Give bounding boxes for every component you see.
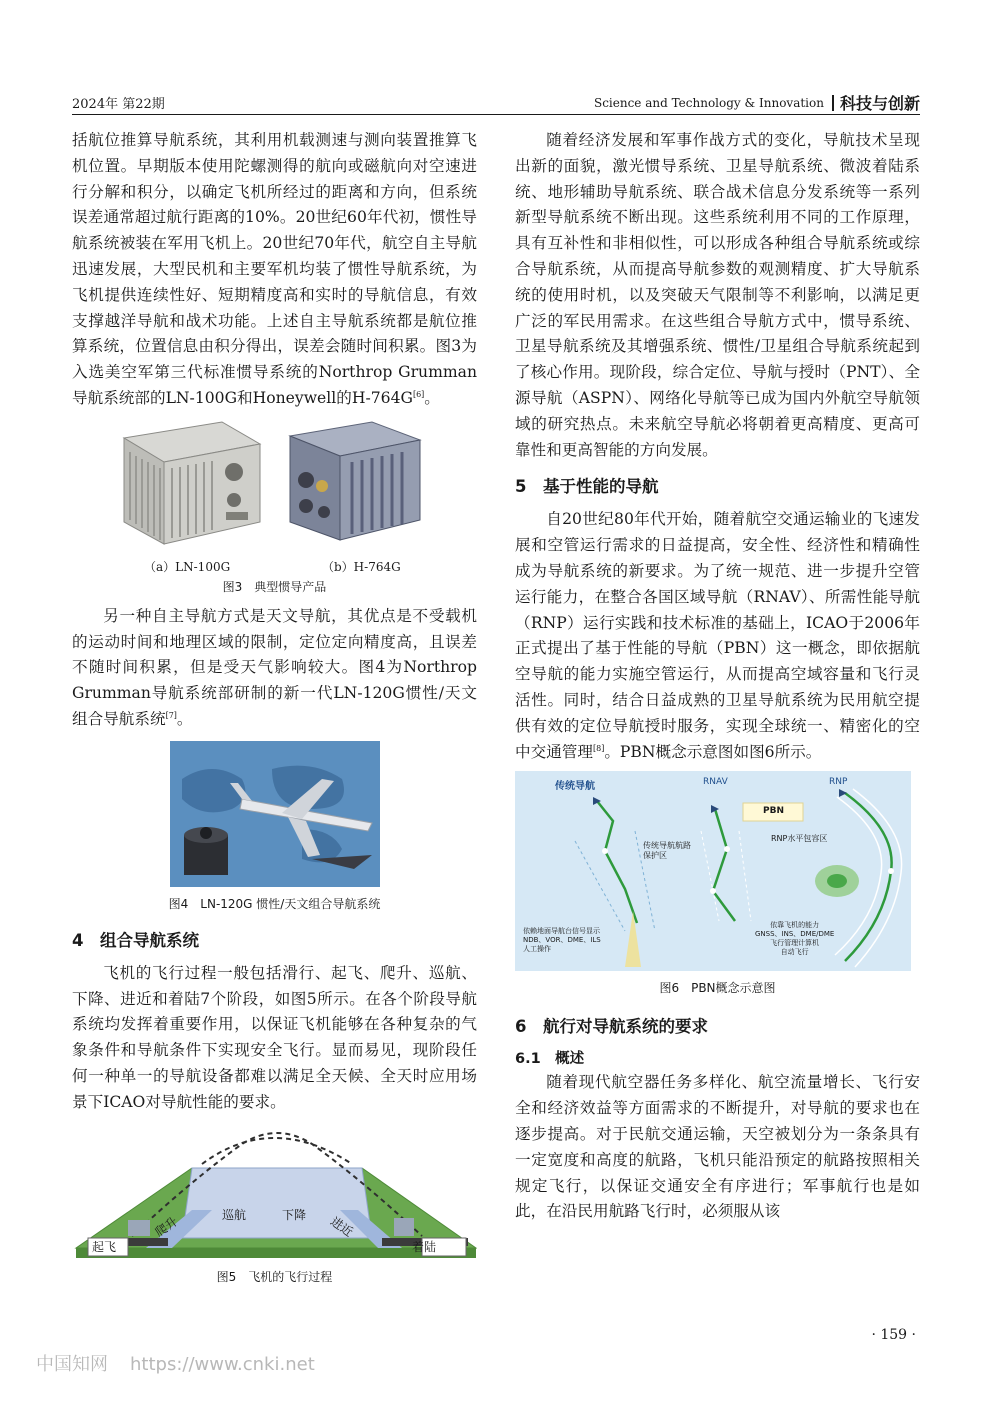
fig6-protect-zone-label: 传统导航航路 保护区 (643, 841, 691, 861)
phase-landing-label: 着陆 (412, 1239, 437, 1254)
fig6-rnav-label: RNAV (703, 777, 728, 788)
citation-8: [8] (592, 743, 605, 753)
watermark-url: https://www.cnki.net (130, 1354, 315, 1375)
figure-3a-label: （a）LN-100G (144, 559, 231, 574)
citation-6: [6] (412, 389, 425, 399)
journal-header (594, 91, 920, 114)
phase-approach-label: 进近 (327, 1213, 356, 1240)
figure-4 (72, 739, 477, 919)
watermark-brand: 中国知网 (36, 1354, 108, 1375)
section-6-heading: 6 航行对导航系统的要求 (515, 1017, 708, 1037)
figure-3 (72, 416, 477, 598)
left-column (72, 128, 477, 1292)
fig6-rnp-zone-label: RNP水平包容区 (771, 834, 828, 844)
phase-takeoff-label: 起飞 (92, 1239, 117, 1254)
ln-100g-image (124, 422, 260, 544)
ln-120g-device (184, 827, 228, 875)
issue-label: 2024年 第22期 (72, 97, 165, 112)
right-paragraph-3: 随着现代航空器任务多样化、航空流量增长、飞行安全和经济效益等方面需求的不断提升，对导航的要求也在逐步提高。对于民航交通运输，天空被划分为一条条具有一定宽度和高度的航路，飞机只能沿预定的航路按照相关规定飞行，以保证交通安全有序进行；军事航行也是如此，在沿民用航路飞行时，必须服从该 (515, 1073, 920, 1221)
figure-3-caption: 图3 典型惯导产品 (222, 579, 327, 594)
figure-6 (515, 771, 920, 1001)
fig6-traditional-label: 传统导航 (555, 781, 595, 793)
journal-name-cn: 科技与创新 (839, 94, 920, 113)
figure-6-caption: 图6 PBN概念示意图 (659, 981, 776, 996)
page-number: · 159 · (871, 1327, 916, 1343)
right-column (515, 128, 920, 1225)
fig6-pbn-label: PBN (763, 806, 784, 817)
section-6-1-heading: 6.1 概述 (515, 1051, 585, 1068)
left-paragraph-1: 括航位推算导航系统，其利用机载测速与测向装置推算飞机位置。早期版本使用陀螺测得的航向或磁航向对空速进行分解和积分，以确定飞机所经过的距离和方向，但系统误差通常超过航行距离的10%。20世纪60年代初，惯性导航系统被装在军用飞机上。20世纪70年代，航空自主导航迅速发展，大型民机和主要军机均装了惯性导航系统，为飞机提供连续性好、短期精度高和实时的导航信息，有效支撑越洋导航和战术功能。上述自主导航系统都是航位推算系统，位置信息由积分得出，误差会随时间积累。图3为入选美空军第三代标准惯导系统的Northrop Grumman导航系统部的LN-100G和Honeywell的H-764G[6]。 (72, 131, 477, 407)
figure-3-images (72, 416, 477, 556)
figure-3b-label: （b）H-764G (322, 559, 401, 574)
figure-4-caption: 图4 LN-120G 惯性/天文组合导航系统 (168, 896, 381, 911)
figure-4-image (72, 739, 477, 889)
left-paragraph-2: 另一种自主导航方式是天文导航，其优点是不受载机的运动时间和地理区域的限制，定位定向精度高，且误差不随时间积累，但是受天气影响较大。图4为Northrop Grumman导航系统部研制的新一代LN-120G惯性/天文组合导航系统[7]。 (72, 606, 477, 728)
figure-5-caption: 图5 飞机的飞行过程 (216, 1269, 333, 1284)
phase-cruise-label: 巡航 (222, 1207, 247, 1222)
section-4-heading: 4 组合导航系统 (72, 930, 199, 950)
cnki-watermark (36, 1350, 315, 1376)
right-paragraph-1: 随着经济发展和军事作战方式的变化，导航技术呈现出新的面貌，激光惯导系统、卫星导航系统、微波着陆系统、地形辅助导航系统、联合战术信息分发系统等一系列新型导航系统不断出现。这些系统利用不同的工作原理，具有互补性和非相似性，可以形成各种组合导航系统或综合导航系统，从而提高导航参数的观测精度、扩大导航系统的使用时机，以及突破天气限制等不利影响，以满足更广泛的军民用需求。在这些组合导航方式中，惯导系统、卫星导航系统及其增强系统、惯性/卫星组合导航系统起到了核心作用。现阶段，综合定位、导航与授时（PNT）、全源导航（ASPN）、网络化导航等已成为国内外航空导航领域的研究热点。未来航空导航必将朝着更高精度、更高可靠性和更高智能的方向发展。 (515, 131, 920, 459)
figure-5 (72, 1120, 477, 1292)
citation-7: [7] (165, 710, 177, 720)
section-5-heading: 5 基于性能的导航 (515, 477, 659, 497)
header-rule (72, 114, 920, 115)
h-764g-image (290, 422, 420, 540)
left-paragraph-3: 飞机的飞行过程一般包括滑行、起飞、爬升、巡航、下降、进近和着陆7个阶段，如图5所示。在各个阶段导航系统均发挥着重要作用，以保证飞机能够在各种复杂的气象条件和导航条件下实现安全飞行。显而易见，现阶段任何一种单一的导航设备都难以满足全天候、全天时应用场景下ICAO对导航性能的要求。 (72, 963, 477, 1111)
fig6-rnp-label: RNP (829, 777, 848, 788)
journal-name-en: Science and Technology & Innovation (593, 95, 824, 110)
phase-climb-label: 爬升 (152, 1213, 181, 1240)
phase-descent-label: 下降 (282, 1207, 307, 1222)
header-separator (832, 95, 834, 111)
right-paragraph-2: 自20世纪80年代开始，随着航空交通运输业的飞速发展和空管运行需求的日益提高，安全性、经济性和精确性成为导航系统的新要求。为了统一规范、进一步提升空管运行能力，在整合各国区域导航（RNAV）、所需性能导航（RNP）运行实践和技术标准的基础上，ICAO于2006年正式提出了基于性能的导航（PBN）这一概念，即依据航空导航的能力实施空管运行，从而提高空域容量和飞行灵活性。同时，结合日益成熟的卫星导航系统为民用航空提供有效的定位导航授时服务，实现全球统一、精密化的空中交通管理[8]。PBN概念示意图如图6所示。 (515, 510, 920, 761)
fig6-ground-signal-label: 依赖地面导航台信号显示 NDB、VOR、DME、ILS 人工操作 (523, 927, 601, 954)
fig6-aircraft-capability-label: 依靠飞机的能力 GNSS、INS、DME/DME 飞行管理计算机 自动飞行 (755, 921, 835, 957)
